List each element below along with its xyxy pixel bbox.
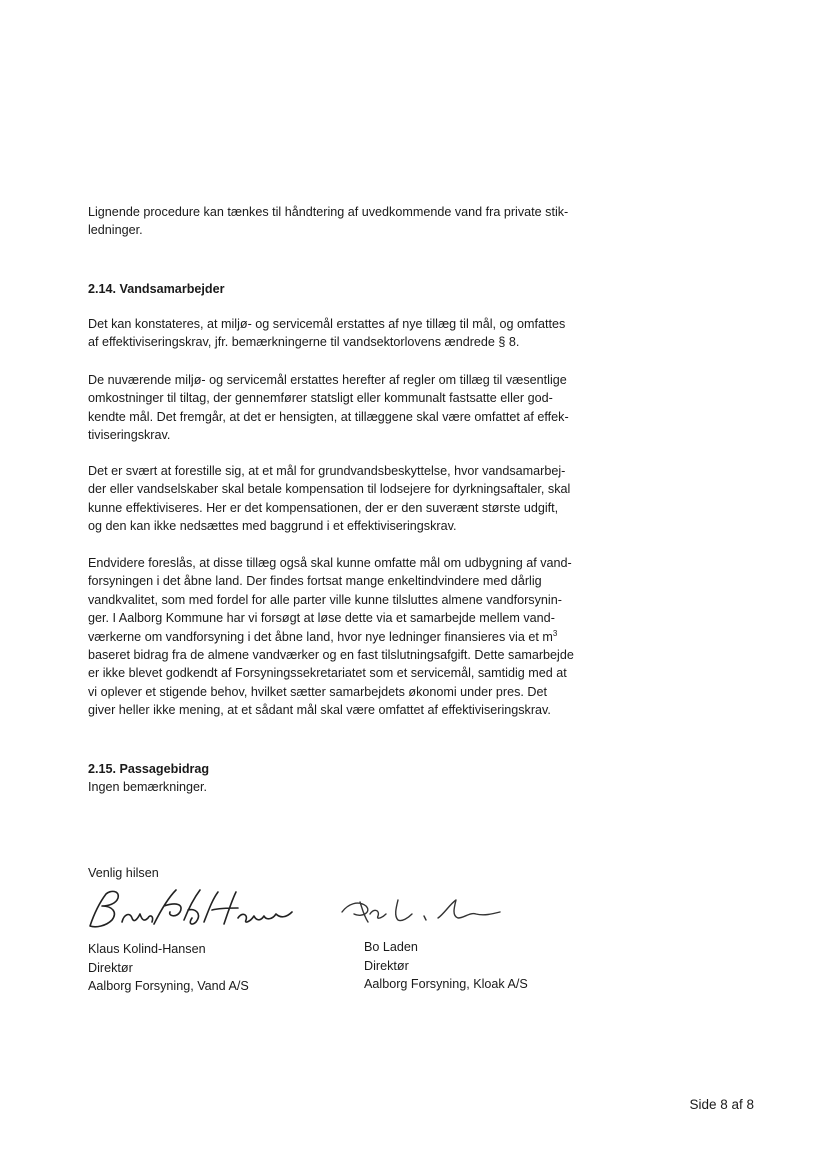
- page-number: Side 8 af 8: [689, 1097, 754, 1112]
- text-line: Det kan konstateres, at miljø- og servicemål erstattes af nye tillæg til mål, og omfattes: [88, 317, 566, 331]
- text-line: der eller vandselskaber skal betale kompensation til lodsejere for dyrkningsaftaler, skal: [88, 482, 571, 497]
- text-line: af effektiviseringskrav, jfr. bemærkningerne til vandsektorlovens ændrede § 8.: [88, 335, 520, 350]
- signer-company: Aalborg Forsyning, Vand A/S: [88, 979, 249, 994]
- signer-title: Direktør: [88, 960, 133, 975]
- text-line: vandkvalitet, som med fordel for alle parter ville kunne tilsluttes almene vandforsynin-: [88, 592, 562, 607]
- text-line: ger. I Aalborg Kommune har vi forsøgt at løse dette via et samarbejde mellem vand-: [88, 611, 555, 626]
- text-line-content: værkerne om vandforsyning i det åbne land, hvor nye ledninger finansieres via et m: [88, 629, 553, 644]
- superscript-3: 3: [552, 628, 558, 638]
- section-2-14-paragraph-4: [88, 554, 608, 720]
- section-2-14-paragraph-1: [88, 315, 608, 352]
- text-line: vi oplever et stigende behov, hvilket sætter samarbejdets økonomi under pres. Det: [88, 684, 547, 699]
- text-line: Lignende procedure kan tænkes til håndtering af uvedkommende vand fra private stik-: [88, 205, 569, 219]
- text-line: forsyningen i det åbne land. Der findes fortsat mange enkeltindvindere med dårlig: [88, 574, 542, 589]
- section-2-15-text: Ingen bemærkninger.: [88, 780, 208, 794]
- signer-name: Bo Laden: [364, 940, 418, 954]
- signer-block-2: [364, 938, 528, 994]
- signature-klaus-kolind-hansen: [84, 884, 304, 936]
- intro-paragraph: [88, 203, 608, 240]
- text-line: tiviseringskrav.: [88, 428, 171, 443]
- signer-title: Direktør: [364, 958, 409, 973]
- text-line: ledninger.: [88, 223, 143, 238]
- signer-name: Klaus Kolind-Hansen: [88, 942, 206, 956]
- text-line: Det er svært at forestille sig, at et mål for grundvandsbeskyttelse, hvor vandsamarbej-: [88, 464, 566, 478]
- signature-bo-laden: [338, 892, 508, 928]
- text-line: Endvidere foreslås, at disse tillæg også skal kunne omfatte mål om udbygning af vand-: [88, 556, 572, 570]
- closing-greeting: Venlig hilsen: [88, 866, 159, 880]
- signer-block-1: [88, 940, 249, 996]
- signer-company: Aalborg Forsyning, Kloak A/S: [364, 977, 528, 992]
- section-2-14-paragraph-3: [88, 462, 608, 536]
- text-line: omkostninger til tiltag, der gennemfører statsligt eller kommunalt fastsatte eller god-: [88, 391, 553, 406]
- text-line: De nuværende miljø- og servicemål erstattes herefter af regler om tillæg til væsentlige: [88, 373, 567, 387]
- section-heading-2-15: 2.15. Passagebidrag: [88, 762, 210, 776]
- text-line: og den kan ikke nedsættes med baggrund i et effektiviseringskrav.: [88, 519, 457, 534]
- section-2-14-paragraph-2: [88, 371, 608, 445]
- text-line: kunne effektiviseres. Her er det kompensationen, der er den suverænt største udgift,: [88, 500, 559, 515]
- text-line: [88, 628, 608, 646]
- text-line: giver heller ikke mening, at et sådant mål skal være omfattet af effektiviseringskrav.: [88, 703, 551, 718]
- section-heading-2-14: 2.14. Vandsamarbejder: [88, 282, 225, 296]
- text-line: baseret bidrag fra de almene vandværker og en fast tilslutningsafgift. Dette samarbejde: [88, 648, 574, 663]
- text-line: er ikke blevet godkendt af Forsyningssekretariatet som et servicemål, samtidig med at: [88, 666, 567, 681]
- text-line: kendte mål. Det fremgår, at det er hensigten, at tillæggene skal være omfattet af effek-: [88, 409, 569, 424]
